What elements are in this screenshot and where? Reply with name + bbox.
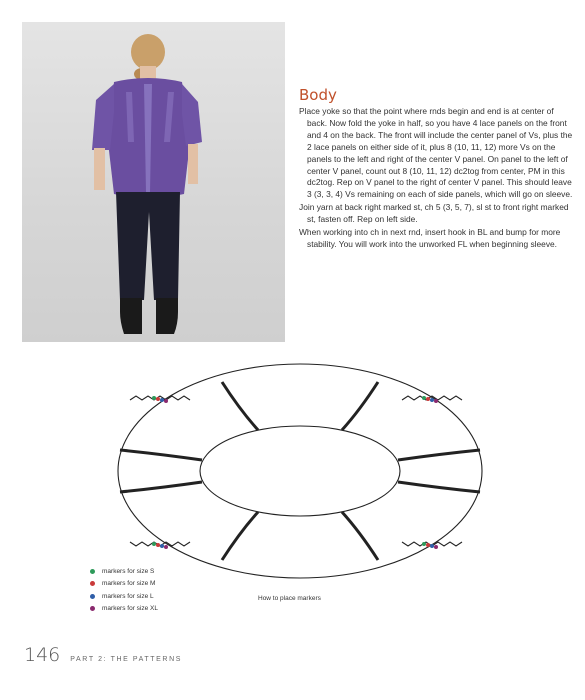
legend-item [90,590,158,603]
page-number: 146 [24,644,61,666]
legend-label: markers for size XL [102,605,158,613]
marker-dot-icon [90,569,95,574]
section-heading: Body [299,86,337,104]
legend-label: markers for size L [102,592,154,600]
legend-item [90,565,158,578]
sweater-photo [22,22,285,342]
legend-item [90,578,158,591]
pattern-instructions [299,106,574,252]
page-footer [24,644,182,666]
diagram-caption: How to place markers [258,595,321,602]
legend-item [90,603,158,616]
marker-legend [90,565,158,615]
instruction-paragraph: Join yarn at back right marked st, ch 5 (3, 5, 7), sl st to front right marked st, fasten off. Rep on left side. [299,202,569,225]
instruction-paragraph: When working into ch in next rnd, insert hook in BL and bump for more stability. You will work into the unworked FL when beginning sleeve. [299,227,561,249]
legend-label: markers for size S [102,567,155,575]
instruction-paragraph: Place yoke so that the point where rnds begin and end is at center of back. Now fold the yoke in half, so you have 4 lace panels on the front and 4 on the back. The front will include the center panel of Vs, plus the 2 lace panels on either side of it, plus 8 (10, 11, 12) more Vs on the panels to the left and right of the center V panel. On panel to the left of center V panel, count out 8 (10, 11, 12) dc2tog from center, PM in this dc2tog. Rep on V panel to the right of center V panel. This should leave 3 (3, 3, 4) Vs remaining on each of side panels, which will go on sleeve. [299,106,573,200]
running-head: PART 2: THE PATTERNS [70,656,183,663]
legend-label: markers for size M [102,580,156,588]
marker-dot-icon [90,594,95,599]
yoke-marker-diagram [110,360,490,585]
marker-dot-icon [90,606,95,611]
marker-dot-icon [90,581,95,586]
